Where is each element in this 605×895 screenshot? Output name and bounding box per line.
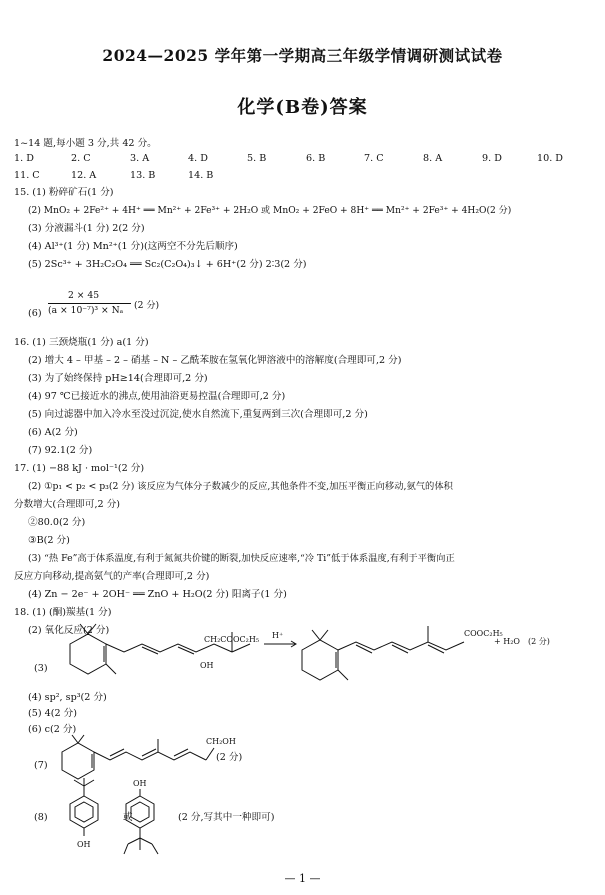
alcohol-chain-double-3 [174, 749, 188, 756]
product-water: + H₂O [494, 637, 520, 646]
product-ring [302, 640, 338, 680]
q18-line-7-label: (7) [34, 760, 48, 771]
mc-answer-2: 2. C [71, 153, 91, 164]
isomer2-ethyl-2 [140, 838, 152, 844]
isomer1-methyl-2 [84, 780, 94, 786]
q18-line-4: (4) sp², sp³(2 分) [28, 692, 107, 703]
q18-line-7-score: (2 分) [216, 752, 243, 763]
isomer2-benzene-ring [126, 796, 154, 828]
fraction-bar [48, 303, 131, 304]
q15-line-4: (4) Al³⁺(1 分) Mn²⁺(1 分)(这两空不分先后顺序) [28, 241, 238, 252]
product-chain-double-3 [428, 645, 444, 653]
mc-answer-14: 14. B [188, 170, 214, 181]
mc-answer-3: 3. A [130, 153, 150, 164]
q18-isomer-structure-1 [62, 778, 106, 854]
product-methyl-3 [338, 670, 348, 680]
alcohol-ring [62, 743, 94, 779]
fraction-score: (2 分) [134, 300, 160, 311]
isomer2-aromatic-inner [131, 802, 149, 822]
fraction-denominator: (a × 10⁻⁷)³ × Nₐ [48, 305, 124, 316]
isomer1-aromatic-inner [75, 802, 93, 822]
q15-line-3: (3) 分液漏斗(1 分) 2(2 分) [28, 223, 145, 234]
mc-answer-4: 4. D [188, 153, 208, 164]
product-score: (2 分) [528, 637, 550, 646]
isomer1-benzene-ring [70, 796, 98, 828]
q18-line-2: (2) 氧化反应(2 分) [28, 625, 110, 636]
q18-line-1: 18. (1) (酮)羰基(1 分) [14, 607, 112, 618]
isomer2-ethyl-2-end [152, 844, 158, 854]
reactant-methyl-3 [106, 664, 116, 674]
isomer2-ethyl-1-end [124, 844, 128, 854]
q15-line-1: 15. (1) 粉碎矿石(1 分) [14, 187, 114, 198]
mc-answer-5: 5. B [247, 153, 267, 164]
mc-answer-13: 13. B [130, 170, 156, 181]
q16-line-2: (2) 增大 4 – 甲基 – 2 – 硝基 – N – 乙酰苯胺在氢氧化钾溶液中的溶解度(合理即可,2 分) [28, 355, 402, 366]
q16-line-5: (5) 向过滤器中加入冷水至没过沉淀,使水自然流下,重复两到三次(合理即可,2 分) [28, 409, 368, 420]
mc-answer-8: 8. A [423, 153, 443, 164]
q15-line-5: (5) 2Sc³⁺ + 3H₂C₂O₄ ══ Sc₂(C₂O₄)₃↓ + 6H⁺(2 分) 2∶3(2 分) [28, 259, 307, 270]
q17-line-6: (3) “热 Fe”高于体系温度,有利于氮氮共价键的断裂,加快反应速率,“冷 Ti”低于体系温度,有利于平衡向正 [28, 553, 455, 564]
isomer2-ethyl-1 [128, 838, 140, 844]
product-methyl-2 [320, 630, 328, 640]
q18-reaction-scheme [50, 622, 570, 702]
reaction-condition: H⁺ [272, 631, 284, 640]
q18-line-8-label: (8) [34, 812, 48, 823]
page-number: — 1 — [284, 872, 321, 885]
mc-answer-6: 6. B [306, 153, 326, 164]
q17-line-8: (4) Zn − 2e⁻ + 2OH⁻ ══ ZnO + H₂O(2 分) 阳离子(1 分) [28, 589, 287, 600]
mc-answer-9: 9. D [482, 153, 502, 164]
page-subtitle: 化学(B卷)答案 [237, 97, 368, 118]
mc-answer-10: 10. D [537, 153, 563, 164]
q16-line-3: (3) 为了始终保持 pH≥14(合理即可,2 分) [28, 373, 208, 384]
q17-line-1: 17. (1) −88 kJ · mol⁻¹(2 分) [14, 463, 145, 474]
alcohol-group: CH₂OH [206, 737, 236, 746]
q18-line-6: (6) c(2 分) [28, 724, 77, 735]
mc-answer-7: 7. C [364, 153, 384, 164]
reactant-chain-end [232, 644, 250, 652]
reactant-polyene-chain [106, 644, 232, 652]
alcohol-chain-end [206, 748, 214, 760]
isomer1-methyl-1 [74, 780, 84, 786]
reactant-methyl-2 [88, 624, 96, 634]
q18-line-8-score: (2 分,写其中一种即可) [178, 812, 275, 823]
q16-line-7: (7) 92.1(2 分) [28, 445, 93, 456]
q18-isomer-structure-2 [118, 778, 178, 858]
isomer1-oh-label: OH [77, 840, 91, 849]
mc-answer-11: 11. C [14, 170, 40, 181]
q16-line-6: (6) A(2 分) [28, 427, 78, 438]
q18-line-3-label: (3) [34, 663, 48, 674]
alcohol-methyl-1 [72, 735, 78, 743]
alcohol-methyl-2 [78, 735, 84, 743]
alcohol-chain-double-2 [142, 749, 156, 756]
product-chain-double-2 [392, 645, 408, 653]
fraction-numerator: 2 × 45 [68, 290, 100, 301]
reactant-ring [70, 634, 106, 674]
isomer2-oh-label: OH [133, 779, 147, 788]
mc-intro: 1~14 题,每小题 3 分,共 42 分。 [14, 138, 157, 149]
q18-line-5: (5) 4(2 分) [28, 708, 77, 719]
reactant-ester-group: CH₂COOC₂H₅ [204, 635, 260, 644]
q17-line-5: ③B(2 分) [28, 535, 70, 546]
q17-line-2: (2) ①p₁ < p₂ < p₃(2 分) 该反应为气体分子数减少的反应,其他条件不变,加压平衡正向移动,氨气的体积 [28, 481, 453, 492]
alcohol-chain-double-1 [110, 749, 124, 756]
reactant-methyl-1 [80, 624, 88, 634]
q17-line-3: 分数增大(合理即可,2 分) [14, 499, 121, 510]
mc-answer-12: 12. A [71, 170, 97, 181]
q16-line-1: 16. (1) 三颈烧瓶(1 分) a(1 分) [14, 337, 149, 348]
q17-line-4: ②80.0(2 分) [28, 517, 86, 528]
page-title: 2024—2025 学年第一学期高三年级学情调研测试试卷 [102, 46, 503, 65]
q15-line-6-label: (6) [28, 308, 42, 319]
product-chain-double-1 [356, 645, 372, 653]
q17-line-7: 反应方向移动,提高氨气的产率(合理即可,2 分) [14, 571, 210, 582]
mc-answer-1: 1. D [14, 153, 34, 164]
q16-line-4: (4) 97 ℃已接近水的沸点,使用油浴更易控温(合理即可,2 分) [28, 391, 286, 402]
product-ester-group: COOC₂H₅ [464, 629, 503, 638]
reactant-oh-label: OH [200, 661, 214, 670]
product-methyl-1 [312, 630, 320, 640]
q15-line-2: (2) MnO₂ + 2Fe²⁺ + 4H⁺ ══ Mn²⁺ + 2Fe³⁺ + 2H₂O 或 MnO₂ + 2FeO + 8H⁺ ══ Mn²⁺ + 2Fe³⁺ + 4H₂O(2 分) [28, 206, 512, 216]
q18-line-8-or: 或 [123, 812, 133, 823]
